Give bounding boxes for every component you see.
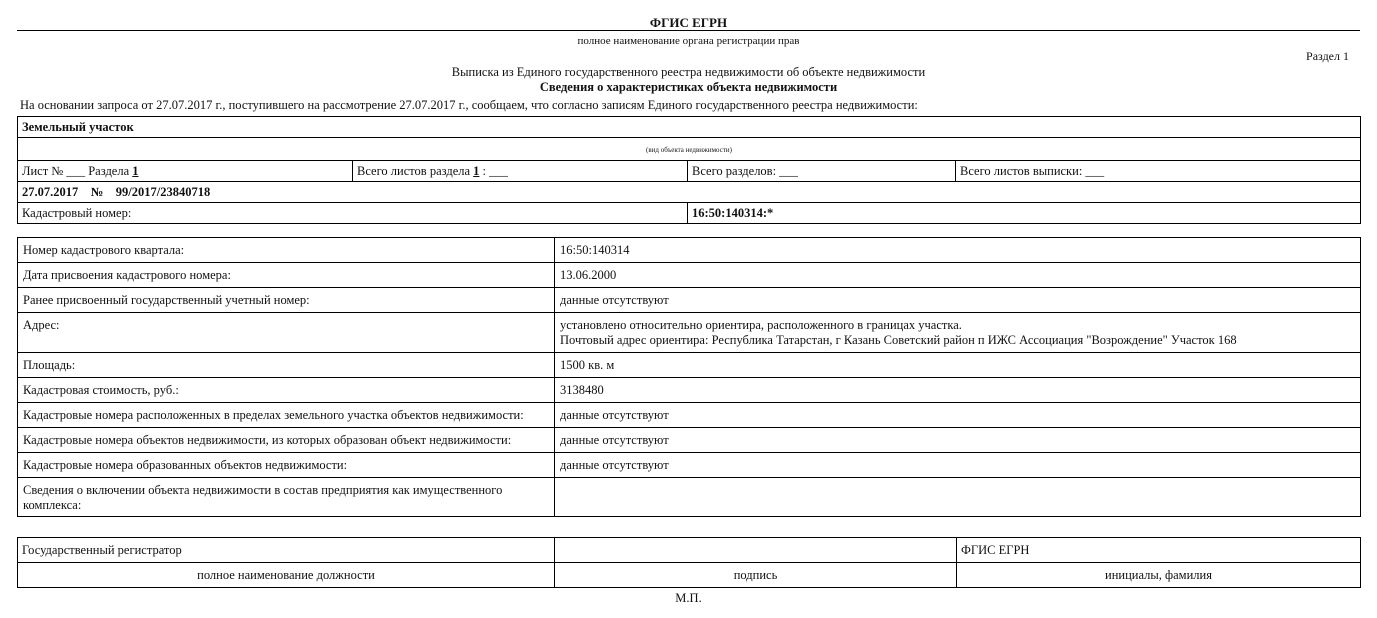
date-and-number: 27.07.2017 № 99/2017/23840718 xyxy=(18,182,1361,203)
row-label: Кадастровые номера объектов недвижимости, из которых образован объект недвижимости: xyxy=(18,428,555,453)
organization-name: ФГИС ЕГРН xyxy=(649,15,728,30)
name-caption: инициалы, фамилия xyxy=(957,563,1361,588)
total-section-sheets-suffix: : ___ xyxy=(479,163,508,178)
signature-table xyxy=(17,537,1361,588)
row-value: данные отсутствуют xyxy=(555,453,1361,478)
table-row xyxy=(18,313,1361,353)
cadastral-number-label: Кадастровый номер: xyxy=(18,203,688,224)
sheet-label: Лист № ___ Раздела xyxy=(22,163,133,178)
position-caption: полное наименование должности xyxy=(18,563,555,588)
total-section-sheets-cell xyxy=(353,161,688,182)
signature-caption: подпись xyxy=(555,563,957,588)
row-label: Кадастровая стоимость, руб.: xyxy=(18,378,555,403)
table-row xyxy=(18,403,1361,428)
total-extract-sheets: Всего листов выписки: ___ xyxy=(956,161,1361,182)
row-value: 16:50:140314 xyxy=(555,238,1361,263)
row-label: Ранее присвоенный государственный учетный номер: xyxy=(18,288,555,313)
stamp-label: М.П. xyxy=(675,591,702,605)
row-label: Кадастровые номера расположенных в пределах земельного участка объектов недвижимости: xyxy=(18,403,555,428)
basis-text: На основании запроса от 27.07.2017 г., поступившего на рассмотрение 27.07.2017 г., сообщаем, что согласно записям Единого государственного реестра недвижимости: xyxy=(20,98,918,112)
row-label: Дата присвоения кадастрового номера: xyxy=(18,263,555,288)
table-row xyxy=(18,288,1361,313)
object-info-table xyxy=(17,116,1361,224)
row-value: 13.06.2000 xyxy=(555,263,1361,288)
table-row xyxy=(18,378,1361,403)
extract-title: Выписка из Единого государственного реестра недвижимости об объекте недвижимости xyxy=(451,65,926,79)
signature-field xyxy=(555,538,957,563)
object-type-caption: (вид объекта недвижимости) xyxy=(18,138,1361,161)
row-value: данные отсутствуют xyxy=(555,403,1361,428)
header-divider xyxy=(17,30,1360,31)
organization-caption: полное наименование органа регистрации прав xyxy=(577,35,800,47)
table-row xyxy=(18,353,1361,378)
sheet-section-number: 1 xyxy=(132,163,139,178)
characteristics-table xyxy=(17,237,1361,517)
row-label: Сведения о включении объекта недвижимости в состав предприятия как имущественного комплекса: xyxy=(18,478,555,517)
table-row xyxy=(18,238,1361,263)
row-value: 3138480 xyxy=(555,378,1361,403)
table-row xyxy=(18,263,1361,288)
address-line-1: установлено относительно ориентира, расположенного в границах участка. xyxy=(560,318,962,332)
section-label: Раздел 1 xyxy=(1306,49,1349,63)
total-section-sheets-label: Всего листов раздела xyxy=(357,163,474,178)
registrar-name: ФГИС ЕГРН xyxy=(957,538,1361,563)
table-row xyxy=(18,453,1361,478)
sheet-number-cell xyxy=(18,161,353,182)
document-subtitle: Сведения о характеристиках объекта недвижимости xyxy=(539,80,838,94)
row-value xyxy=(555,478,1361,517)
total-section-sheets-value: 1 xyxy=(473,163,480,178)
row-value: 1500 кв. м xyxy=(555,353,1361,378)
row-label: Адрес: xyxy=(18,313,555,353)
object-type: Земельный участок xyxy=(18,117,1361,138)
table-row xyxy=(18,478,1361,517)
registrar-position: Государственный регистратор xyxy=(18,538,555,563)
cadastral-number-value: 16:50:140314:* xyxy=(688,203,1361,224)
row-label: Кадастровые номера образованных объектов недвижимости: xyxy=(18,453,555,478)
address-line-2: Почтовый адрес ориентира: Республика Татарстан, г Казань Советский район п ИЖС Ассоциация "Возрождение" Участок 168 xyxy=(560,333,1237,347)
total-sections: Всего разделов: ___ xyxy=(688,161,956,182)
row-value: данные отсутствуют xyxy=(555,288,1361,313)
row-value: данные отсутствуют xyxy=(555,428,1361,453)
table-row xyxy=(18,428,1361,453)
row-label: Площадь: xyxy=(18,353,555,378)
address-value-cell xyxy=(555,313,1361,353)
row-label: Номер кадастрового квартала: xyxy=(18,238,555,263)
